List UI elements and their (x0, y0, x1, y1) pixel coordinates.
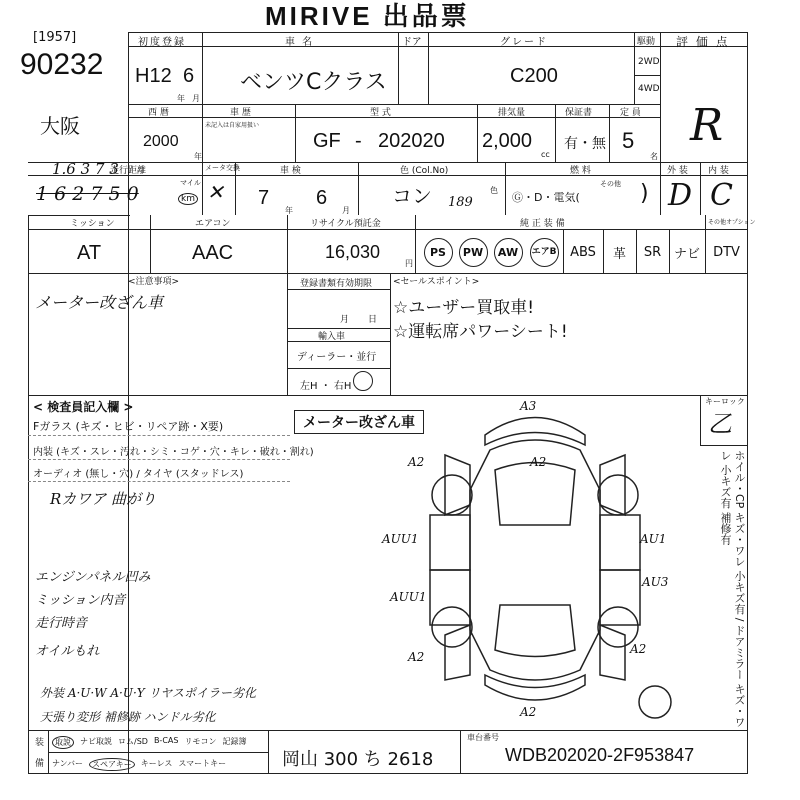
steering: 左H ・ 右H (300, 381, 352, 392)
handwritten-4: 走行時音 (35, 616, 88, 631)
lot-number: 90232 (20, 48, 104, 81)
footer-label-1: 装 (35, 738, 45, 748)
stamp-meter-tampered: メーター改ざん車 (294, 410, 424, 434)
label-grade: グレード (500, 37, 548, 48)
handwritten-2: エンジンパネル凹み (35, 570, 151, 585)
color-label: 色 (490, 186, 498, 195)
footer-rom-sd: ロム/SD (118, 737, 148, 746)
damage-mark-au3-right: AU3 (642, 575, 669, 589)
damage-mark-auu1-left-front: AUU1 (382, 532, 419, 546)
label-meter-exchange: メータ交換 (205, 164, 240, 172)
label-reg-valid: 登録書類有効期限 (300, 279, 373, 289)
footer-row-1 (52, 736, 246, 749)
other-fuel-label: その他 (600, 180, 621, 188)
cc-unit: cc (541, 150, 550, 159)
vin: WDB202020-2F953847 (505, 745, 695, 765)
km-unit: km (178, 193, 198, 205)
license-plate: 岡山 300 ち 2618 (282, 749, 434, 770)
damage-mark-auu1-left-rear: AUU1 (390, 590, 427, 604)
equip-sr: SR (643, 244, 662, 260)
label-drive: 駆動 (637, 37, 656, 47)
meter-exchange-mark: ✕ (207, 180, 224, 204)
label-aircon: エアコン (195, 219, 231, 229)
footer-spare-key: スペアキー (89, 758, 135, 771)
first-reg-month: 6 (183, 65, 195, 87)
label-western-year: 西 暦 (148, 108, 169, 118)
equip-leather: 革 (612, 246, 626, 262)
fuel: Ⓖ・D・電気( (512, 191, 580, 204)
car-damage-diagram (370, 395, 700, 725)
fuel-close: ) (640, 181, 649, 206)
label-color: 色 (Col.No) (400, 166, 449, 176)
notes-text: メーター改ざん車 (35, 293, 164, 312)
insp-year-unit: 年 (285, 206, 293, 215)
footer-number: ナンバー (52, 759, 84, 768)
interior-line: 内装 (キズ・スレ・汚れ・シミ・コゲ・穴・キレ・破れ・割れ) (33, 447, 314, 458)
label-inspector: < 検査員記入欄 > (33, 400, 134, 414)
label-equipment: 純 正 装 備 (520, 219, 565, 229)
aircon: AAC (192, 242, 234, 264)
first-reg-era: H12 (135, 65, 172, 87)
damage-mark-a2-top: A2 (530, 455, 547, 469)
inspection-year: 7 (258, 187, 270, 209)
label-sales-point: <セールスポイント> (393, 277, 480, 287)
label-inspection: 車 検 (280, 166, 301, 176)
key-lock-value: 乙 (708, 410, 732, 438)
sales-point-1: ☆ユーザー買取車! (393, 298, 535, 318)
handwritten-5: オイルもれ (35, 644, 100, 659)
damage-mark-a2-front-left: A2 (408, 455, 425, 469)
model-prefix: GF (313, 130, 341, 152)
western-year: 2000 (143, 133, 179, 150)
reg-month: 月 (340, 315, 350, 325)
label-key-lock: キーロック (705, 397, 745, 406)
damage-mark-a2-rear-right: A2 (630, 642, 647, 656)
side-text: ホイル・CP キズ・ワレ 小キズ有 / ドアミラー キズ・ワレ 小キズ有 補修有 (719, 450, 746, 728)
footer-remote: リモコン (184, 737, 217, 746)
interior-grade: C (710, 178, 733, 213)
lot-year: [1957] (33, 30, 77, 45)
label-vin: 車台番号 (467, 733, 499, 742)
label-history-note: 未記入は自家用扱い (205, 122, 260, 129)
handwritten-1: Rカワア 曲がり (50, 490, 157, 508)
recycle: 16,030 (325, 242, 381, 262)
label-capacity: 定 員 (620, 108, 641, 118)
month-unit: 月 (192, 94, 200, 103)
footer-smart-key: スマートキー (178, 759, 227, 768)
footer-records: 記録簿 (222, 737, 247, 746)
footer-keyless: キーレス (140, 759, 173, 768)
dealer-parallel: ディーラー・並行 (297, 352, 377, 363)
equip-airbag: エアB (525, 237, 563, 267)
mission: AT (77, 242, 102, 264)
label-history: 車 歴 (230, 108, 251, 118)
label-car-name: 車 名 (285, 37, 315, 48)
drive-4wd: 4WD (638, 84, 660, 94)
footer-row-2 (52, 758, 226, 771)
label-recycle: リサイクル預託金 (310, 219, 381, 229)
sales-point-2: ☆運転席パワーシート! (393, 322, 568, 342)
equip-abs: ABS (570, 244, 596, 260)
capacity: 5 (622, 128, 635, 153)
reg-day: 日 (368, 315, 378, 325)
damage-mark-au1-right: AU1 (640, 532, 667, 546)
equip-pw: PW (455, 237, 491, 267)
model-dash: - (355, 130, 362, 152)
damage-mark-a3-front: A3 (520, 399, 537, 413)
western-year-unit: 年 (194, 152, 202, 161)
year-unit: 年 (177, 94, 185, 103)
equip-dtv: DTV (713, 244, 740, 260)
exterior-grade: D (668, 178, 693, 213)
label-fuel: 燃 料 (570, 166, 591, 176)
handwritten-3: ミッション内音 (35, 593, 126, 608)
label-model: 型 式 (370, 108, 391, 118)
capacity-unit: 名 (650, 152, 658, 161)
handwritten-6: 外装 A·U·W A·U·Y リヤスポイラー劣化 (40, 686, 257, 700)
footer-manual: 取説 (52, 736, 74, 749)
label-exterior: 外 装 (667, 166, 688, 176)
glass-line: Fガラス (キズ・ヒビ・リペア跡・X要) (33, 420, 224, 433)
handwritten-7: 天張り変形 補修跡 ハンドル劣化 (40, 710, 216, 724)
inspection-month: 6 (316, 187, 328, 209)
mile-label: マイル (180, 179, 201, 187)
color-number: 189 (448, 195, 473, 210)
label-displacement: 排気量 (498, 108, 526, 118)
recycle-unit: 円 (405, 259, 413, 268)
label-warranty: 保証書 (565, 108, 593, 118)
model-code: 202020 (378, 130, 445, 152)
equip-ps: PS (420, 237, 456, 267)
mileage: 1 6 2 7 5 0 (36, 183, 139, 205)
label-other-equipment: その他オプション (708, 219, 756, 226)
label-mission: ミッション (70, 219, 115, 229)
label-notes: <注意事項> (128, 277, 180, 287)
steering-circle (353, 371, 373, 391)
mileage-top: 1.6 3 7 3 (52, 160, 119, 178)
insp-month-unit: 月 (342, 206, 350, 215)
damage-mark-a2-rear: A2 (520, 705, 537, 719)
drive-2wd: 2WD (638, 57, 660, 67)
audio-line: オーディオ (無し・穴) / タイヤ (スタッドレス) (33, 469, 244, 480)
sheet-title: MIRIVE 出品票 (265, 1, 470, 31)
displacement: 2,000 (482, 130, 533, 152)
eval-score: R (690, 100, 724, 151)
footer-navi-manual: ナビ取説 (80, 737, 112, 746)
footer-label-2: 備 (35, 759, 45, 769)
label-mileage: 走行距離 (110, 166, 147, 176)
location: 大阪 (40, 114, 80, 138)
label-first-reg: 初度登録 (138, 37, 186, 48)
label-interior: 内 装 (708, 166, 729, 176)
warranty: 有・無 (564, 136, 606, 152)
equip-aw: AW (490, 237, 526, 267)
label-eval: 評 価 点 (676, 35, 730, 49)
label-door: ドア (402, 37, 422, 48)
color-name: コン (392, 184, 432, 208)
equip-navi: ナビ (673, 246, 700, 262)
label-import: 輸入車 (318, 332, 346, 342)
grade: C200 (510, 65, 558, 87)
damage-mark-a2-front-right: A2 (408, 650, 425, 664)
footer-bcas: B-CAS (153, 736, 179, 745)
car-name: ベンツCクラス (240, 70, 387, 95)
